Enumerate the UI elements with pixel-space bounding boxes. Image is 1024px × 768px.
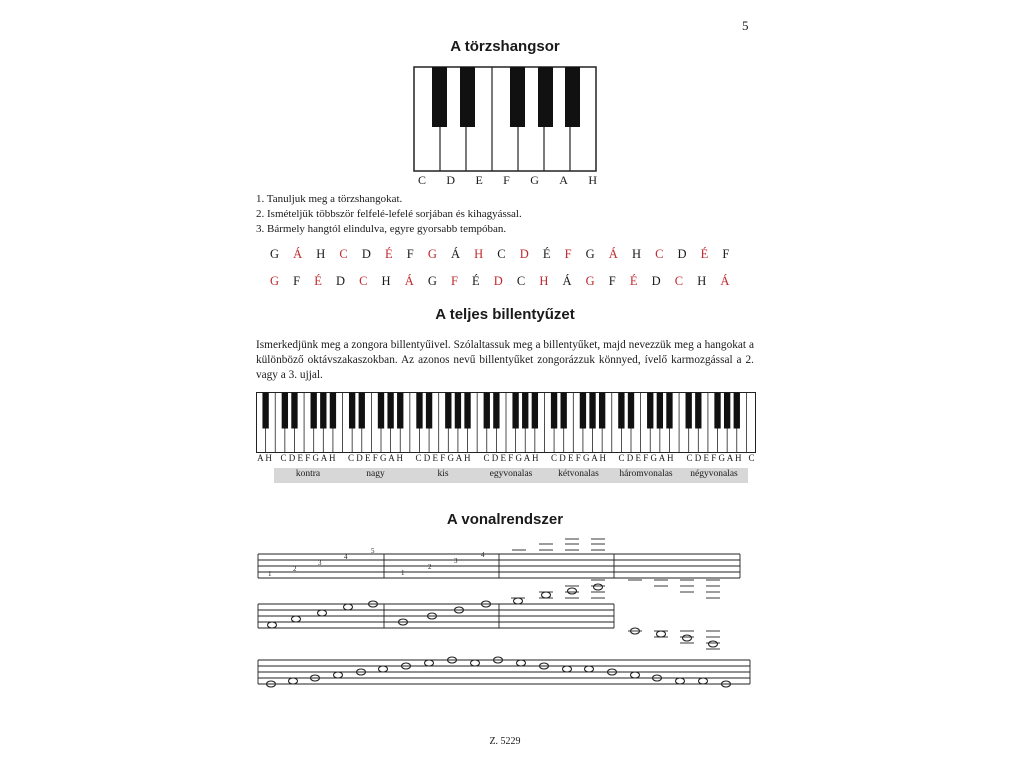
black-key [416,393,422,429]
note-sequence-ascending [270,247,730,262]
octave-negyvonalas: négyvonalas [690,469,738,479]
key-label-a: A [559,173,569,187]
label-group-5: C D E F G A H [550,453,606,463]
label-group-2: C D E F G A H [347,453,403,463]
line-number-a4: 4 [344,553,348,561]
staff-system [256,538,756,698]
octave-ketvonalas: kétvonalas [558,469,599,479]
black-key [686,393,692,429]
line-number-b1: 1 [401,569,405,577]
note-letter: H [381,274,392,288]
octave-name-bar [274,468,748,483]
note-letter: H [631,247,642,261]
black-key [561,393,567,429]
label-group-1: C D E F G A H [280,453,336,463]
note-letter: Á [450,247,461,261]
full-keyboard [256,392,756,454]
black-key [532,393,538,429]
note-letter: G [427,247,438,261]
note-letter: H [316,247,326,261]
key-label-c: C [418,173,428,187]
keyboard-note-labels [256,453,756,467]
black-key [397,393,403,429]
section-title-vonalrendszer: A vonalrendszer [446,511,564,528]
note-letter: G [585,247,596,261]
label-group-8: C [748,453,755,463]
black-key [695,393,701,429]
note-letter: Á [720,274,730,288]
note-letter: G [427,274,438,288]
line-number-a3: 3 [318,559,322,567]
note-letter: F [406,247,415,261]
black-key [484,393,490,429]
keyboard-paragraph: Ismerkedjünk meg a zongora billentyűivel. Szólaltassuk meg a billentyűket, majd nevezzük meg a hangokat a különböző oktávszakaszokban. Az azonos nevű billentyűket zongorázzuk könnyed, ívelő karmozgással a 2. vagy a 3. ujjal. [256,339,754,381]
black-key [445,393,451,429]
note-letter: D [335,274,346,288]
black-key [714,393,720,429]
black-key [320,393,326,429]
octave-kontra: kontra [295,469,321,479]
section-title-torzshangsor: A törzshangsor [450,38,560,55]
note-letter: F [564,247,573,261]
note-letter: F [293,274,301,288]
black-key [657,393,663,429]
black-key [628,393,634,429]
key-label-f: F [503,173,511,187]
note-letter: D [519,247,530,261]
line-number-b2: 2 [428,563,432,571]
instruction-1: 1. Tanuljuk meg a törzshangokat. [256,193,403,205]
note-letter: É [629,274,638,288]
note-letter: D [361,247,372,261]
black-key [311,393,317,429]
black-key [359,393,365,429]
page-number: 5 [742,18,749,33]
note-letter: G [270,247,280,261]
note-letter: É [472,274,481,288]
black-key [734,393,740,429]
black-key [493,393,499,429]
black-key [551,393,557,429]
note-letter: C [497,247,507,261]
note-letter: É [700,247,709,261]
octave-nagy: nagy [366,469,385,479]
label-group-7: C D E F G A H [686,453,742,463]
note-letter: C [339,247,349,261]
octave-kis: kis [437,469,449,479]
note-letter: F [608,274,617,288]
line-number-b4: 4 [481,551,485,559]
black-key [599,393,605,429]
black-key [618,393,624,429]
note-letter: Á [608,247,619,261]
note-letter: Á [293,247,303,261]
note-letter: D [677,247,688,261]
key-label-d: D [446,173,457,187]
note-letter: H [474,247,484,261]
black-key [349,393,355,429]
black-key [455,393,461,429]
black-key [647,393,653,429]
note-letter: C [359,274,368,288]
black-key [464,393,470,429]
note-letter: D [651,274,662,288]
octave-egyvonalas: egyvonalas [489,469,533,479]
note-letter: D [493,274,504,288]
instruction-2: 2. Ismételjük többször felfelé-lefelé sorjában és kihagyással. [256,208,522,220]
black-key [522,393,528,429]
black-key [262,393,268,429]
black-key [589,393,595,429]
black-key [387,393,393,429]
label-group-4: C D E F G A H [483,453,539,463]
line-number-a1: 1 [268,570,272,578]
staff-c [258,660,750,684]
line-number-a2: 2 [293,565,297,573]
note-letter: H [539,274,549,288]
black-key [378,393,384,429]
small-keyboard [413,66,603,176]
black-key [666,393,672,429]
section-title-teljes-billentyuzet: A teljes billentyűzet [435,306,575,323]
staff-a [258,554,740,578]
black-key [330,393,336,429]
note-letter: G [270,274,280,288]
key-label-h: H [588,173,598,187]
note-letter: H [697,274,707,288]
note-letter: G [585,274,596,288]
line-number-b3: 3 [454,557,458,565]
note-letter: Á [404,274,415,288]
key-label-e: E [475,173,484,187]
octave-haromvonalas: háromvonalas [619,469,673,479]
note-letter: C [516,274,526,288]
note-letter: É [385,247,394,261]
note-letter: F [450,274,459,288]
label-group-6: C D E F G A H [618,453,674,463]
black-key [282,393,288,429]
note-letter: Á [562,274,573,288]
instructions-list [256,192,522,237]
black-key [512,393,518,429]
line-number-a5: 5 [371,547,375,555]
note-sequence-descending [270,274,730,289]
black-key [291,393,297,429]
footer-catalog-number: Z. 5229 [489,736,521,747]
label-group-3: C D E F G A H [415,453,471,463]
note-letter: C [674,274,684,288]
black-key [724,393,730,429]
note-letter: C [655,247,664,261]
note-letter: F [722,247,730,261]
key-labels [418,173,598,188]
key-label-g: G [530,173,540,187]
black-key [580,393,586,429]
note-letter: É [314,274,323,288]
instruction-3: 3. Bármely hangtól elindulva, egyre gyorsabb tempóban. [256,223,507,235]
label-group-0: A H [257,453,272,463]
black-key [426,393,432,429]
note-letter: É [542,247,551,261]
